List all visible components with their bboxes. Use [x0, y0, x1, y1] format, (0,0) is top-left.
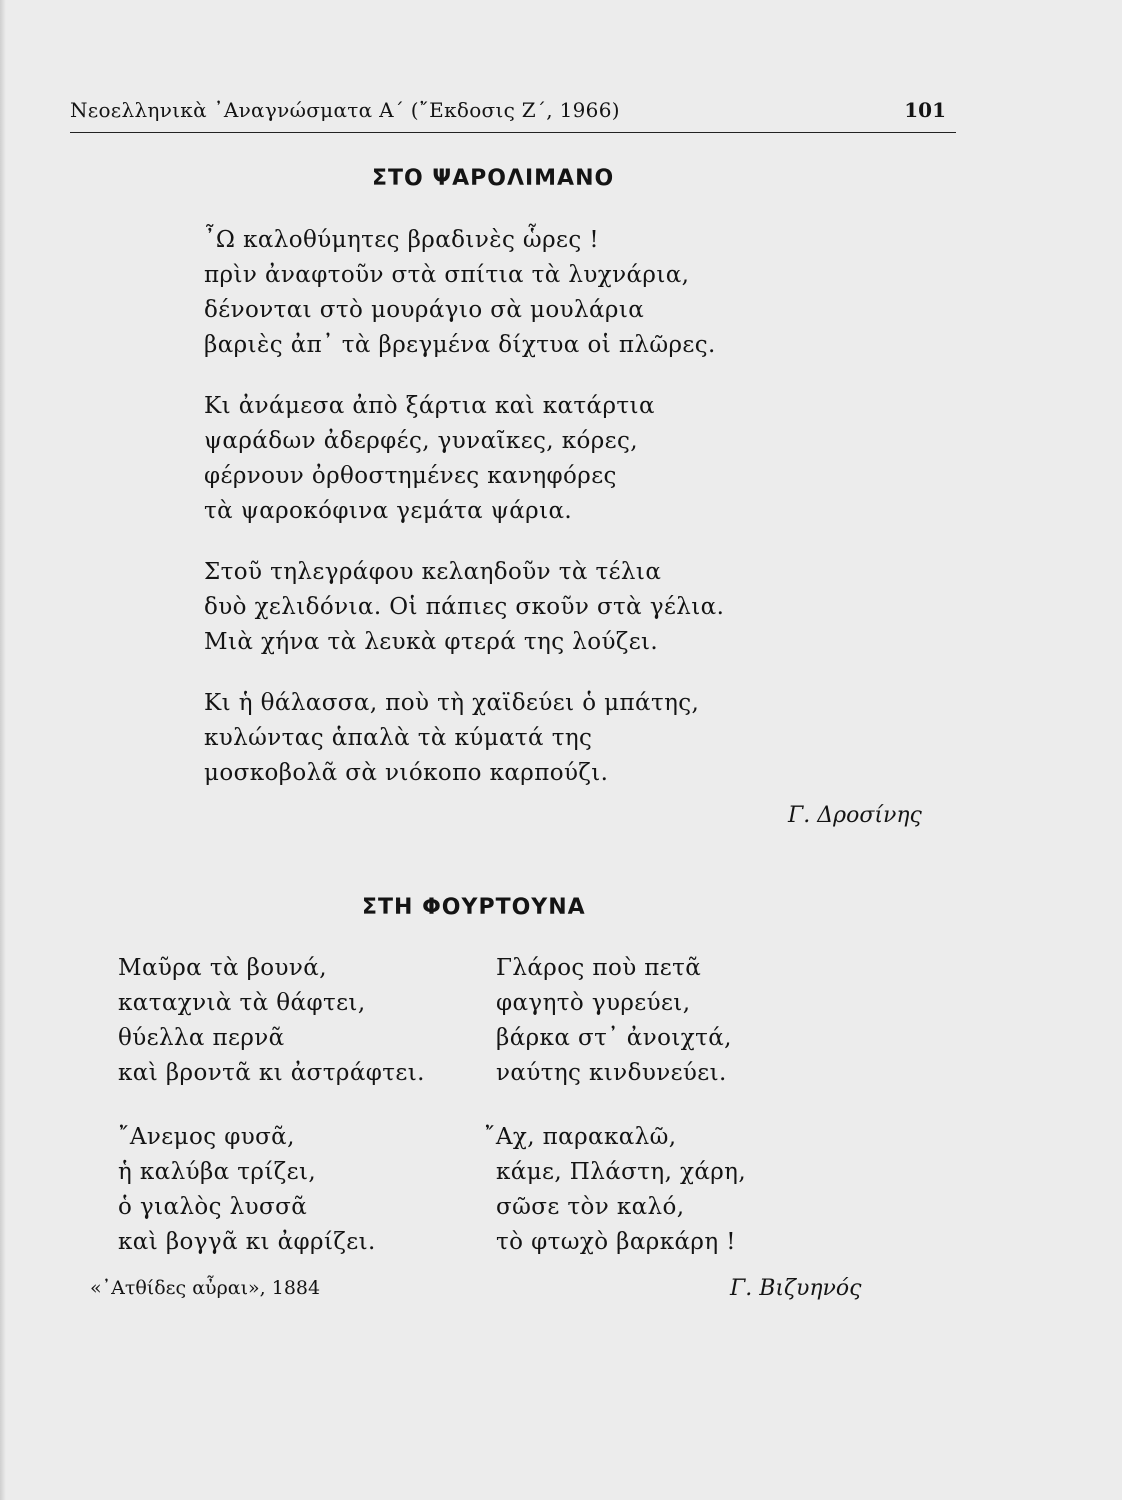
poem-line: βαριὲς ἀπ᾿ τὰ βρεγμένα δίχτυα οἱ πλῶρες. — [204, 332, 716, 358]
poem-line: Στοῦ τηλεγράφου κελαηδοῦν τὰ τέλια — [204, 559, 662, 585]
page-binding-edge — [0, 0, 6, 1500]
poem-line: καταχνιὰ τὰ θάφτει, — [118, 990, 366, 1016]
poem-author-vizyinos: Γ. Βιζυηνός — [730, 1276, 862, 1301]
poem-line: φέρνουν ὀρθοστημένες κανηφόρες — [204, 463, 617, 489]
poem-line: Κι ἡ θάλασσα, ποὺ τὴ χαϊδεύει ὁ μπάτης, — [204, 690, 700, 716]
running-header — [70, 92, 956, 133]
poem-line: θύελλα περνᾶ — [118, 1025, 285, 1051]
poem-line: δένονται στὸ μουράγιο σὰ μουλάρια — [204, 297, 645, 323]
poem-line: Μαῦρα τὰ βουνά, — [118, 955, 327, 981]
poem-line: δυὸ χελιδόνια. Οἱ πάπιες σκοῦν στὰ γέλια. — [204, 594, 725, 620]
poem-line: τὰ ψαροκόφινα γεμάτα ψάρια. — [204, 498, 573, 524]
poem-line: κάμε, Πλάστη, χάρη, — [496, 1159, 747, 1185]
poem-line: καὶ βροντᾶ κι ἀστράφτει. — [118, 1060, 425, 1086]
poem-line: τὸ φτωχὸ βαρκάρη ! — [496, 1229, 736, 1255]
poem-line: Γλάρος ποὺ πετᾶ — [496, 955, 702, 981]
poem-line: ἡ καλύβα τρίζει, — [118, 1159, 317, 1185]
poem-line: πρὶν ἀναφτοῦν στὰ σπίτια τὰ λυχνάρια, — [204, 262, 690, 288]
poem-line: ῏Ω καλοθύμητες βραδινὲς ὧρες ! — [204, 227, 599, 253]
poem-source-citation: «᾿Ατθίδες αὖραι», 1884 — [90, 1277, 321, 1299]
page-number: 101 — [904, 98, 946, 122]
poem-line: μοσκοβολᾶ σὰ νιόκοπο καρπούζι. — [204, 760, 609, 786]
poem-author-drosinis: Γ. Δροσίνης — [788, 803, 922, 828]
poem-line: κυλώντας ἁπαλὰ τὰ κύματά της — [204, 725, 593, 751]
poem-line: σῶσε τὸν καλό, — [496, 1194, 685, 1220]
poem-title-psarolimano: ΣΤΟ ΨΑΡΟΛΙΜΑΝΟ — [372, 166, 615, 191]
poem-line: ῎Ανεμος φυσᾶ, — [118, 1124, 295, 1150]
poem-line: ὁ γιαλὸς λυσσᾶ — [118, 1194, 308, 1220]
poem-line: φαγητὸ γυρεύει, — [496, 990, 691, 1016]
poem-line: ῎Αχ, παρακαλῶ, — [484, 1124, 677, 1150]
header-book-title: Νεοελληνικὰ ᾿Αναγνώσματα Α΄ (῎Εκδοσις Ζ΄, 1966) — [70, 98, 620, 122]
poem-line: Κι ἀνάμεσα ἀπὸ ξάρτια καὶ κατάρτια — [204, 393, 655, 419]
poem-line: ναύτης κινδυνεύει. — [496, 1060, 727, 1086]
poem-line: Μιὰ χήνα τὰ λευκὰ φτερά της λούζει. — [204, 629, 659, 655]
poem-line: ψαράδων ἀδερφές, γυναῖκες, κόρες, — [204, 428, 638, 454]
poem-title-fourtouna: ΣΤΗ ΦΟΥΡΤΟΥΝΑ — [362, 895, 586, 920]
poem-line: καὶ βογγᾶ κι ἀφρίζει. — [118, 1229, 376, 1255]
poem-line: βάρκα στ᾿ ἀνοιχτά, — [496, 1025, 732, 1051]
